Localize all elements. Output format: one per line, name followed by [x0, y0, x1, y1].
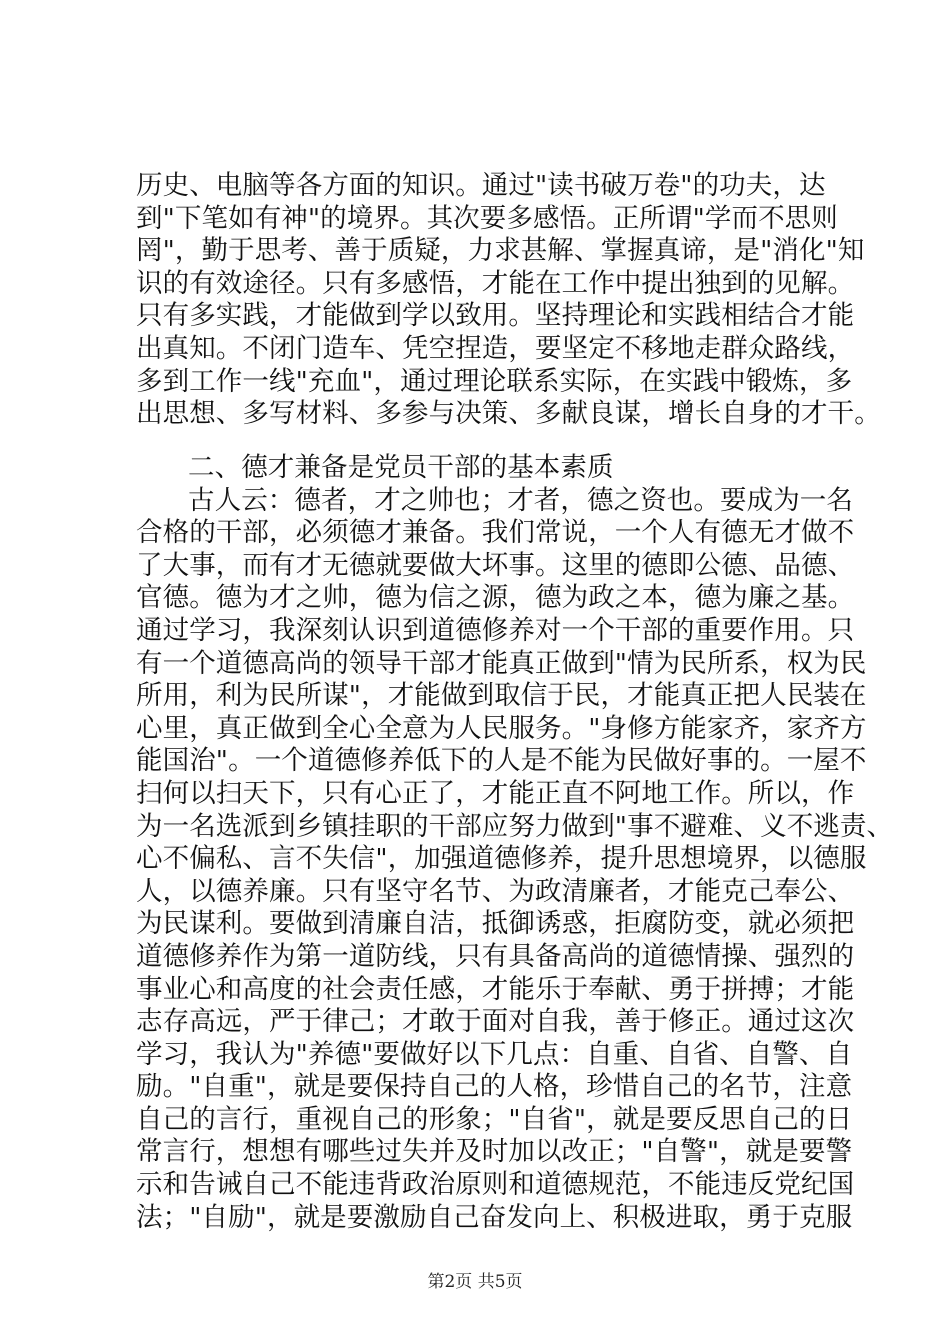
text-line: 人，以德养廉。只有坚守名节、为政清廉者，才能克己奉公、: [136, 875, 855, 907]
text-line: 识的有效途径。只有多感悟，才能在工作中提出独到的见解。: [136, 267, 855, 299]
text-line: 法；"自励"，就是要激励自己奋发向上、积极进取，勇于克服: [136, 1201, 853, 1233]
text-line: 能国治"。一个道德修养低下的人是不能为民做好事的。一屋不: [136, 745, 867, 777]
text-line: 扫何以扫天下，只有心正了，才能正直不阿地工作。所以，作: [136, 777, 855, 809]
text-line: 官德。德为才之帅，德为信之源，德为政之本，德为廉之基。: [136, 582, 855, 614]
text-line: 事业心和高度的社会责任感，才能乐于奉献、勇于拼搏；才能: [136, 973, 855, 1005]
page-footer: [0, 1272, 950, 1292]
text-line: 古人云：德者，才之帅也；才者，德之资也。要成为一名: [188, 484, 853, 516]
paragraph-continued: [136, 170, 881, 431]
text-line: 有一个道德高尚的领导干部才能真正做到"情为民所系，权为民: [136, 647, 867, 679]
text-line: 心里，真正做到全心全意为人民服务。"身修方能家齐，家齐方: [136, 712, 867, 744]
section-two: [136, 452, 894, 1234]
page-number: 第2页 共5页: [427, 1272, 523, 1292]
text-line: 所用，利为民所谋"，才能做到取信于民，才能真正把人民装在: [136, 680, 867, 712]
text-line: 为一名选派到乡镇挂职的干部应努力做到"事不避难、义不逃责、: [136, 810, 894, 842]
text-line: 多到工作一线"充血"，通过理论联系实际，在实践中锻炼，多: [136, 365, 853, 397]
text-line: 励。"自重"，就是要保持自己的人格，珍惜自己的名节，注意: [136, 1071, 853, 1103]
text-line: 通过学习，我深刻认识到道德修养对一个干部的重要作用。只: [136, 614, 855, 646]
text-line: 自己的言行，重视自己的形象；"自省"，就是要反思自己的日: [136, 1103, 853, 1135]
text-line: 罔"，勤于思考、善于质疑，力求甚解、掌握真谛，是"消化"知: [136, 235, 865, 267]
text-line: 到"下笔如有神"的境界。其次要多感悟。正所谓"学而不思则: [136, 202, 838, 234]
text-line: 学习，我认为"养德"要做好以下几点：自重、自省、自警、自: [136, 1038, 853, 1070]
text-line: 示和告诫自己不能违背政治原则和道德规范，不能违反党纪国: [136, 1169, 855, 1201]
text-line: 出思想、多写材料、多参与决策、多献良谋，增长自身的才干。: [136, 398, 881, 430]
text-line: 心不偏私、言不失信"，加强道德修养，提升思想境界，以德服: [136, 843, 867, 875]
text-line: 合格的干部，必须德才兼备。我们常说，一个人有德无才做不: [136, 517, 855, 549]
text-line: 出真知。不闭门造车、凭空捏造，要坚定不移地走群众路线，: [136, 332, 855, 364]
text-line: 志存高远，严于律己；才敢于面对自我，善于修正。通过这次: [136, 1006, 855, 1038]
text-line: 为民谋利。要做到清廉自洁，抵御诱惑，拒腐防变，就必须把: [136, 908, 855, 940]
text-line: 历史、电脑等各方面的知识。通过"读书破万卷"的功夫，达: [136, 170, 826, 201]
text-line: 了大事，而有才无德就要做大坏事。这里的德即公德、品德、: [136, 549, 855, 581]
text-line: 常言行，想想有哪些过失并及时加以改正；"自警"，就是要警: [136, 1136, 853, 1168]
text-line: 只有多实践，才能做到学以致用。坚持理论和实践相结合才能: [136, 300, 855, 332]
text-line: 道德修养作为第一道防线，只有具备高尚的道德情操、强烈的: [136, 940, 855, 972]
section-heading: 二、德才兼备是党员干部的基本素质: [188, 452, 614, 483]
